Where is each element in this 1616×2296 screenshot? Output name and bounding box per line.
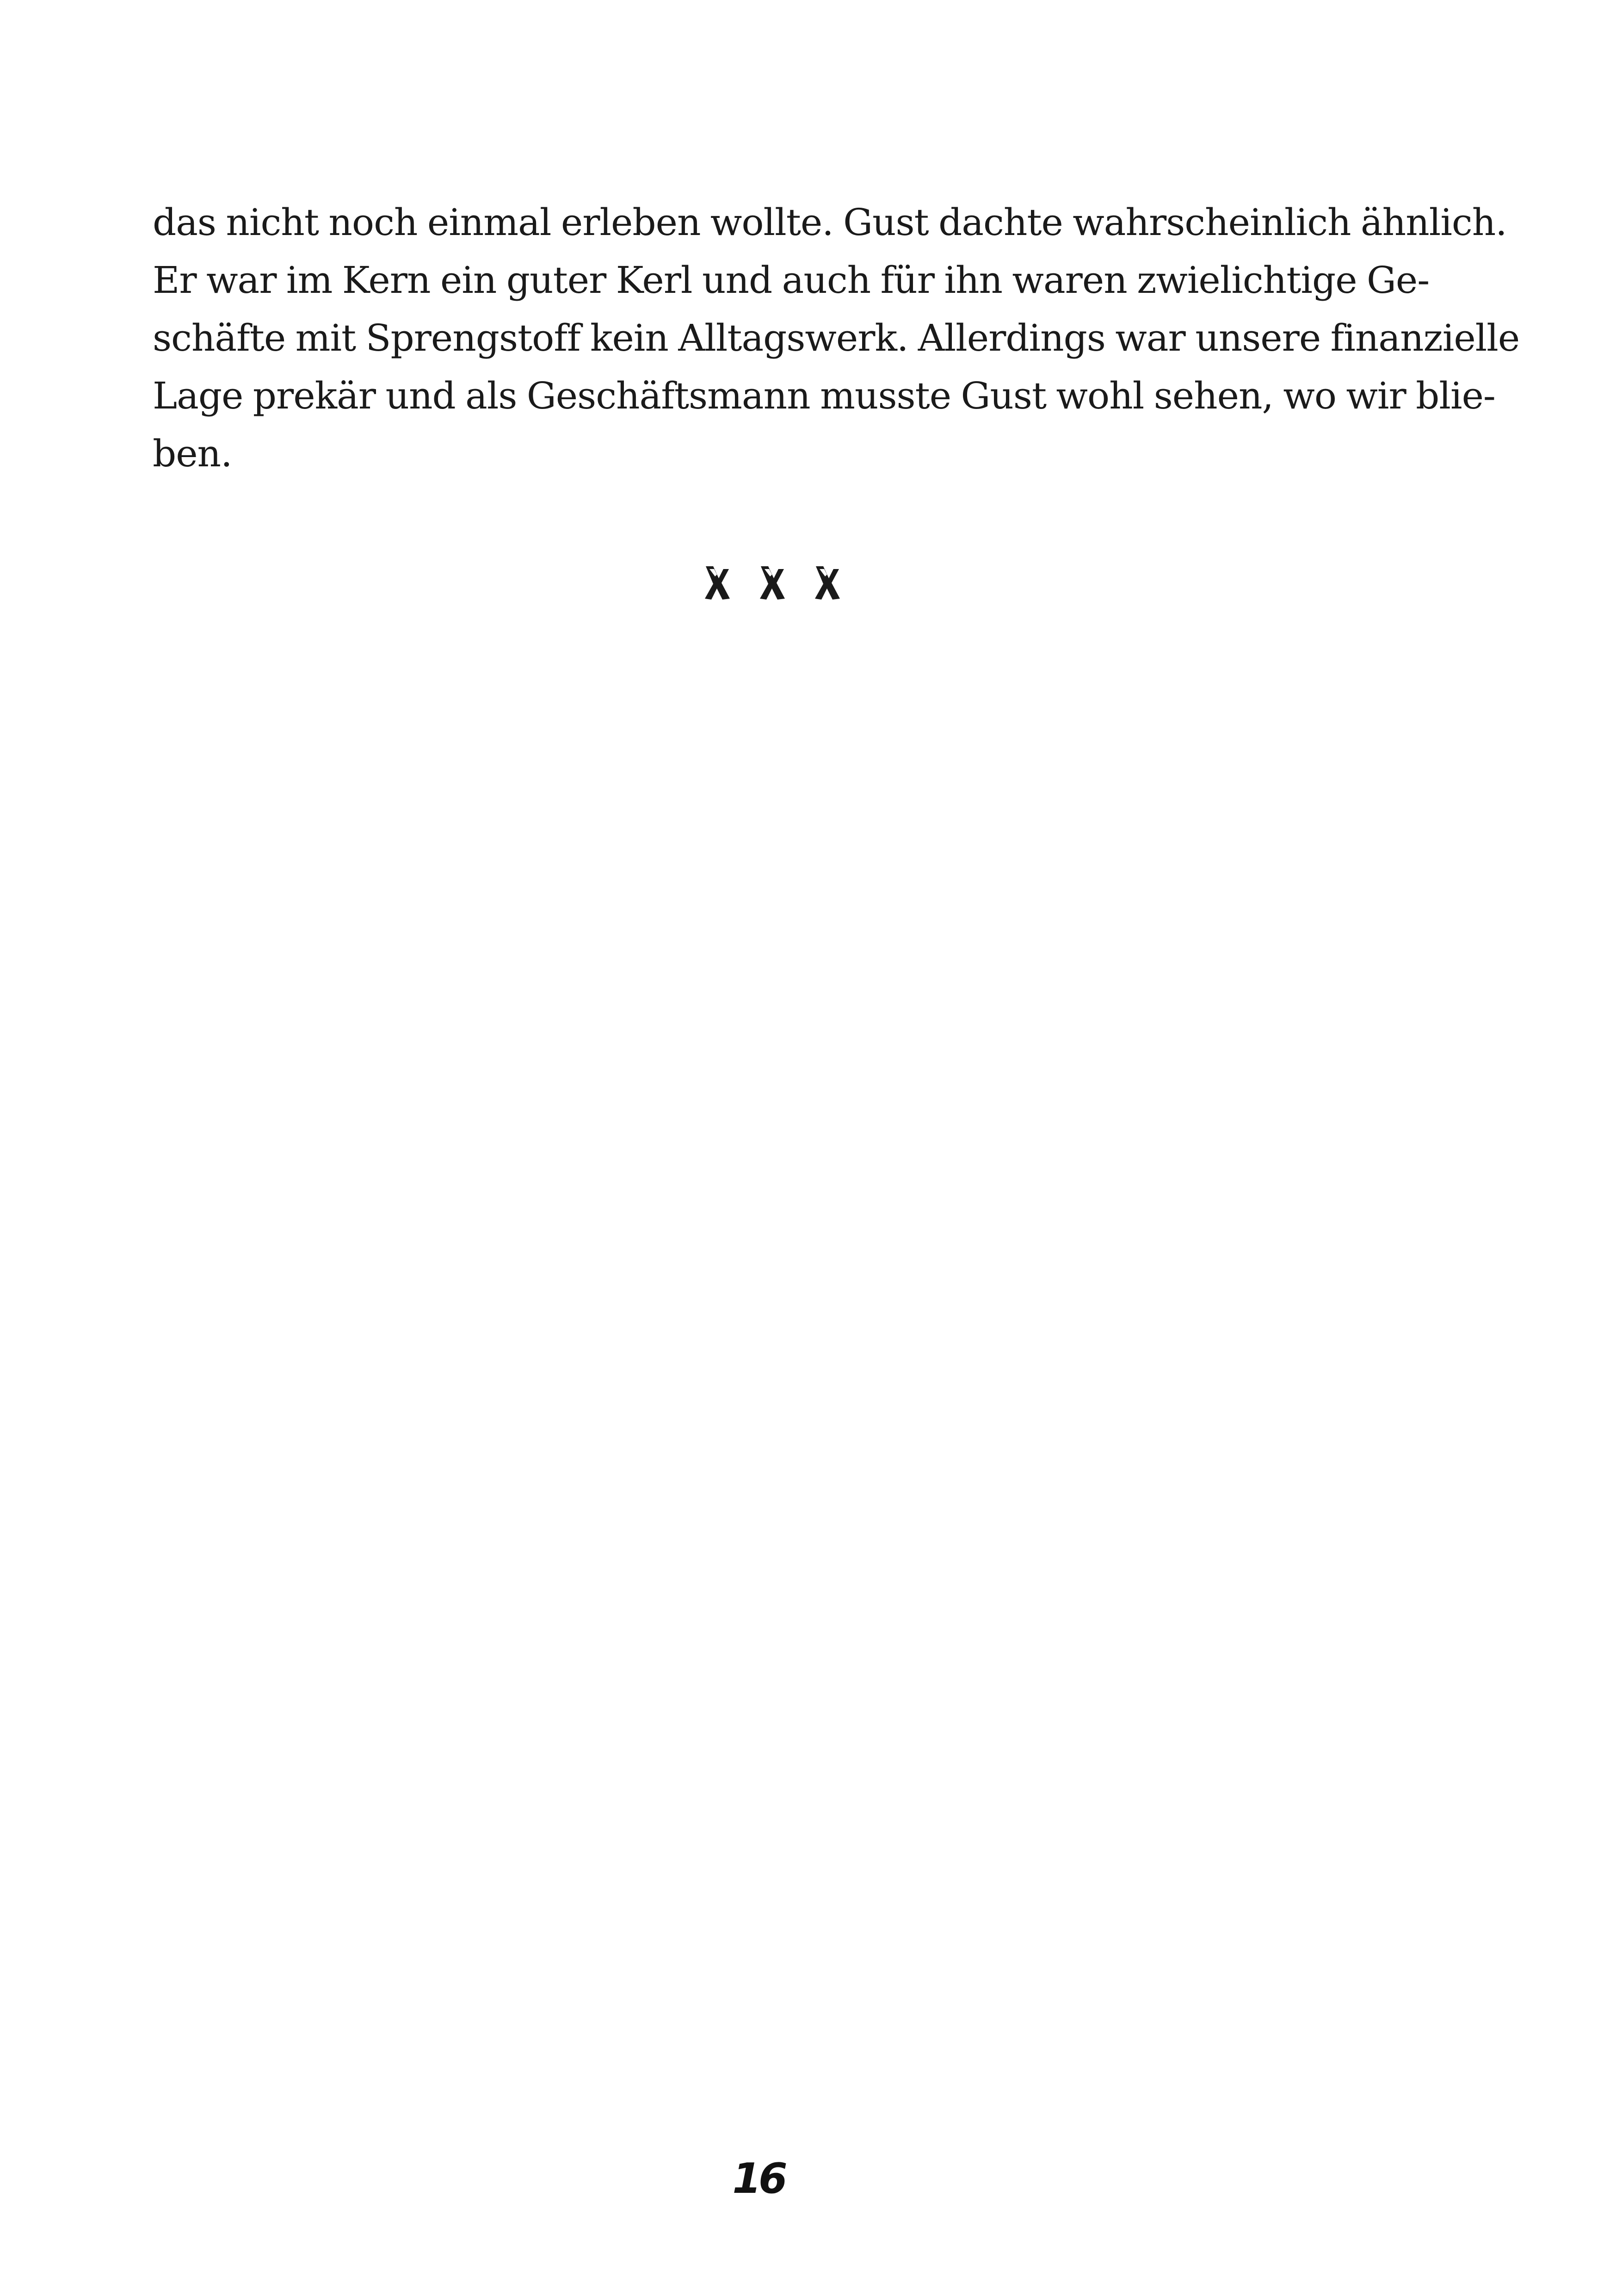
text-line: das nicht noch einmal erleben wollte. Gust dachte wahrscheinlich ähnlich. bbox=[153, 201, 1507, 244]
text-line: schäfte mit Sprengstoff kein Alltagswerk. Allerdings war unsere finanzielle bbox=[153, 316, 1520, 359]
body-text bbox=[153, 193, 1520, 483]
scene-break-ornament bbox=[703, 562, 842, 604]
text-line: Lage prekär und als Geschäftsmann musste Gust wohl sehen, wo wir blie- bbox=[153, 374, 1495, 417]
scene-break-ornament-icon bbox=[758, 564, 787, 601]
scene-break-ornament-icon bbox=[813, 564, 842, 601]
scene-break-ornament-icon bbox=[703, 564, 732, 601]
text-line: Er war im Kern ein guter Kerl und auch für ihn waren zwielichtige Ge- bbox=[153, 259, 1430, 302]
page-number: 16 bbox=[732, 2154, 785, 2203]
text-line: ben. bbox=[153, 432, 232, 475]
